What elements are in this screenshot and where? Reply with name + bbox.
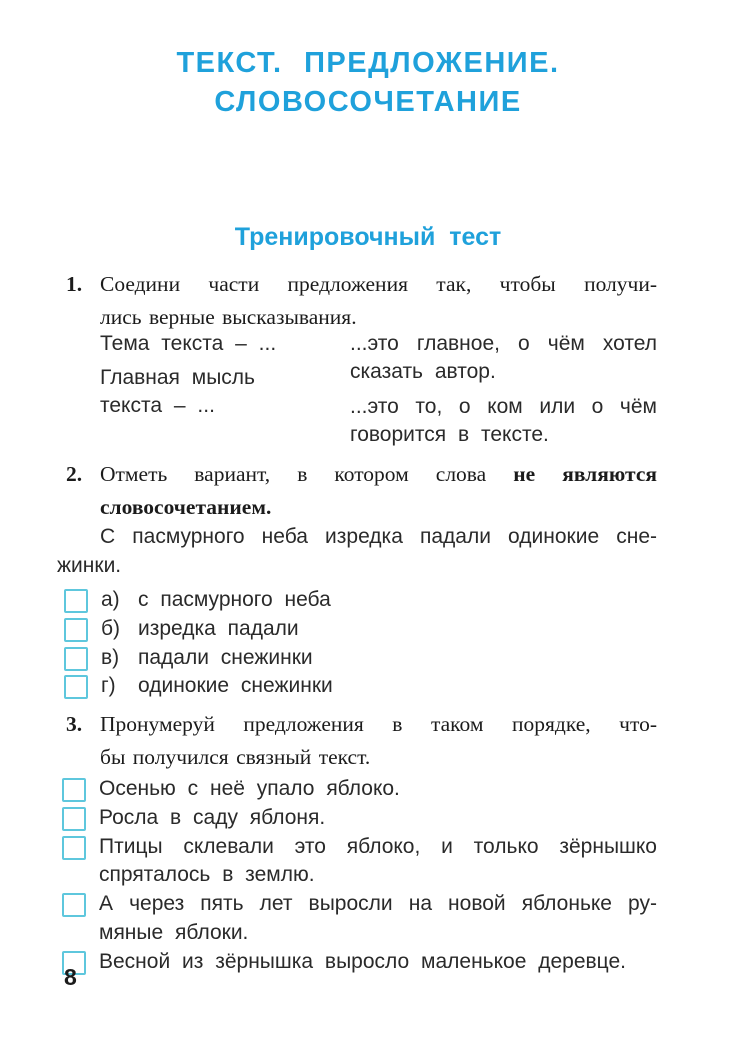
option-letter: в) — [101, 645, 120, 669]
option-letter: б) — [101, 616, 121, 640]
option-text: одинокие снежинки — [138, 674, 333, 698]
question-3-sentence-4 — [62, 890, 657, 948]
chapter-title — [0, 44, 736, 122]
question-3-sentence-1-checkbox[interactable] — [62, 778, 86, 802]
sentence-text: А через пять лет выросли на новой яблоньке ру- мяные яблоки. — [99, 892, 657, 944]
question-1-text: Соедини части предложения так, чтобы получи- лись верные высказывания. — [100, 272, 657, 329]
question-2-option-g — [64, 672, 657, 701]
question-2-option-b-checkbox[interactable] — [64, 618, 88, 642]
option-letter: а) — [101, 588, 120, 611]
option-text: изредка падали — [138, 616, 299, 640]
question-2-example-sentence: С пасмурного неба изредка падали одинокие сне- жинки. — [57, 525, 657, 577]
chapter-title-line1: ТЕКСТ. ПРЕДЛОЖЕНИЕ. — [176, 47, 560, 79]
matching-left-item-1[interactable]: Тема текста – ... — [100, 332, 277, 355]
question-3-sentence-1 — [62, 775, 657, 804]
question-3-options — [62, 775, 657, 977]
question-3-sentence-3-checkbox[interactable] — [62, 836, 86, 860]
question-2-option-v — [64, 644, 657, 673]
option-text: с пасмурного неба — [138, 588, 331, 611]
question-2-options — [64, 586, 657, 701]
matching-left-column — [100, 330, 350, 449]
matching-right-item-1[interactable]: ...это главное, о чём хотел сказать автор. — [350, 332, 657, 383]
question-3-sentence-2-checkbox[interactable] — [62, 807, 86, 831]
matching-right-item-2[interactable]: ...это то, о ком или о чём говорится в тексте. — [350, 395, 657, 446]
matching-right-column — [350, 330, 657, 449]
question-2-option-a — [64, 586, 657, 615]
question-2-text-regular: Отметь вариант, в котором слова — [100, 462, 514, 486]
question-1-number: 1. — [66, 272, 83, 296]
question-1-matching — [100, 330, 657, 449]
question-2-text — [100, 458, 657, 524]
question-3-sentence-2 — [62, 804, 657, 833]
question-2-text-bold-2: словосочетанием. — [100, 495, 272, 519]
question-3-sentence-4-checkbox[interactable] — [62, 893, 86, 917]
question-2-number: 2. — [66, 462, 83, 486]
question-2-option-b — [64, 615, 657, 644]
question-2 — [66, 458, 657, 524]
matching-left-item-2[interactable]: Главная мысль текста – ... — [100, 366, 255, 417]
question-3-text: Пронумеруй предложения в таком порядке, что- бы получился связный текст. — [100, 712, 657, 769]
question-2-text-bold: не являются — [513, 462, 657, 486]
option-text: падали снежинки — [138, 645, 313, 669]
sentence-text: Весной из зёрнышка выросло маленькое деревце. — [99, 949, 626, 973]
question-3-sentence-3 — [62, 833, 657, 891]
question-3-number: 3. — [66, 712, 83, 736]
sentence-text: Осенью с неё упало яблоко. — [99, 777, 400, 800]
option-letter: г) — [101, 674, 116, 698]
question-1 — [66, 268, 657, 334]
question-2-option-g-checkbox[interactable] — [64, 675, 88, 699]
page-number: 8 — [64, 964, 77, 990]
chapter-title-line2: СЛОВОСОЧЕТАНИЕ — [214, 86, 522, 118]
question-3-sentence-5 — [62, 948, 657, 977]
question-3 — [66, 708, 657, 774]
question-2-option-a-checkbox[interactable] — [64, 589, 88, 613]
question-2-option-v-checkbox[interactable] — [64, 647, 88, 671]
sentence-text: Птицы склевали это яблоко, и только зёрнышко спряталось в землю. — [99, 834, 657, 887]
sentence-text: Росла в саду яблоня. — [99, 805, 326, 829]
section-subtitle: Тренировочный тест — [234, 223, 502, 251]
